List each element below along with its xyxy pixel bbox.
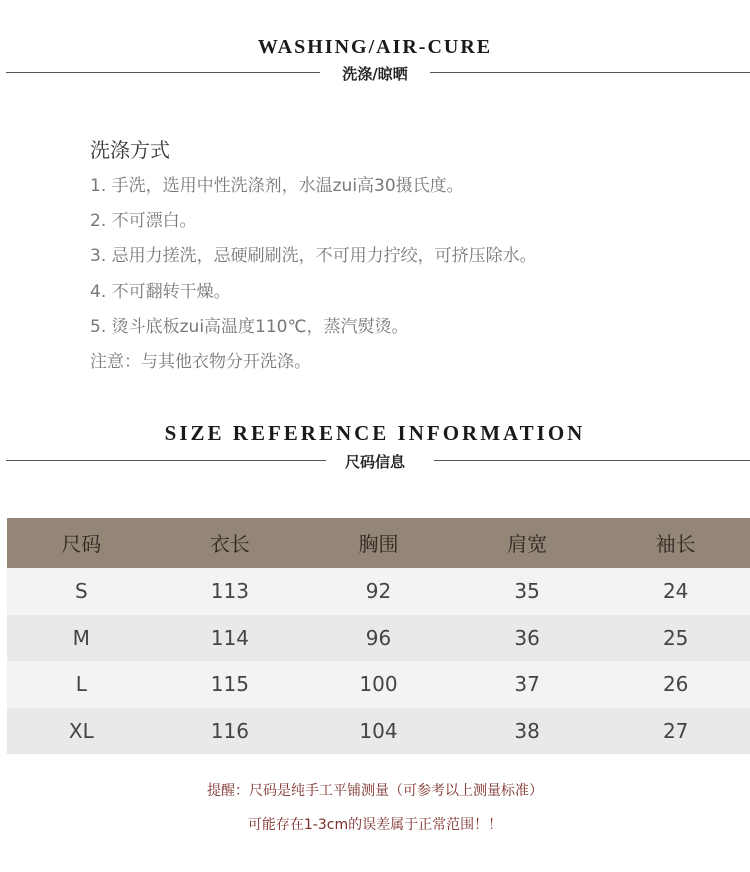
cell-sleeve: 26 (662, 672, 689, 696)
cell-size: L (75, 672, 87, 696)
measurement-note-1: 提醒：尺码是纯手工平铺测量（可参考以上测量标准） (207, 783, 543, 799)
washing-line-3: 3. 忌用力搓洗，忌硬刷刷洗，不可用力拧绞，可挤压除水。 (90, 246, 537, 266)
cell-size: M (72, 625, 90, 650)
header-shoulder: 肩宽 (507, 532, 548, 556)
cell-size: S (74, 579, 88, 603)
washing-title-cn: 洗涤/晾晒 (342, 65, 408, 83)
washing-line-1: 1. 手洗，选用中性洗涤剂，水温zui高30摄氏度。 (90, 176, 464, 196)
washing-title-en: WASHING/AIR-CURE (257, 36, 493, 58)
size-title-cn: 尺码信息 (344, 453, 405, 471)
table-body (7, 568, 750, 754)
size-title-en: SIZE REFERENCE INFORMATION (164, 421, 586, 445)
cell-length: 116 (210, 718, 249, 743)
cell-length: 113 (210, 579, 249, 603)
cell-sleeve: 27 (662, 718, 689, 743)
header-chest: 胸围 (358, 532, 399, 556)
cell-chest: 96 (365, 625, 392, 650)
divider-right (434, 460, 750, 461)
cell-chest: 92 (365, 579, 392, 603)
table-row (7, 568, 750, 615)
table-row (7, 615, 750, 662)
cell-length: 115 (210, 672, 249, 696)
cell-shoulder: 35 (514, 579, 540, 603)
washing-line-4: 4. 不可翻转干燥。 (90, 282, 231, 302)
washing-heading: 洗涤方式 (90, 138, 170, 162)
cell-shoulder: 38 (514, 718, 540, 743)
header-length: 衣长 (209, 532, 250, 556)
cell-size: XL (68, 718, 94, 743)
cell-chest: 104 (359, 718, 398, 743)
cell-shoulder: 36 (514, 625, 540, 650)
cell-sleeve: 25 (662, 625, 689, 650)
table-row (7, 708, 750, 755)
measurement-note-2: 可能存在1-3cm的误差属于正常范围！！ (247, 817, 503, 833)
header-sleeve: 袖长 (655, 532, 696, 556)
washing-line-5: 5. 烫斗底板zui高温度110℃，蒸汽熨烫。 (90, 317, 409, 337)
header-size: 尺码 (61, 532, 102, 556)
cell-length: 114 (210, 625, 249, 650)
washing-line-2: 2. 不可漂白。 (90, 211, 197, 231)
cell-sleeve: 24 (662, 579, 689, 603)
size-table (7, 518, 750, 754)
table-row (7, 661, 750, 708)
cell-chest: 100 (359, 672, 398, 696)
table-header-row (7, 518, 750, 568)
washing-note: 注意：与其他衣物分开洗涤。 (90, 352, 311, 372)
cell-shoulder: 37 (514, 672, 540, 696)
divider-right (430, 72, 750, 73)
